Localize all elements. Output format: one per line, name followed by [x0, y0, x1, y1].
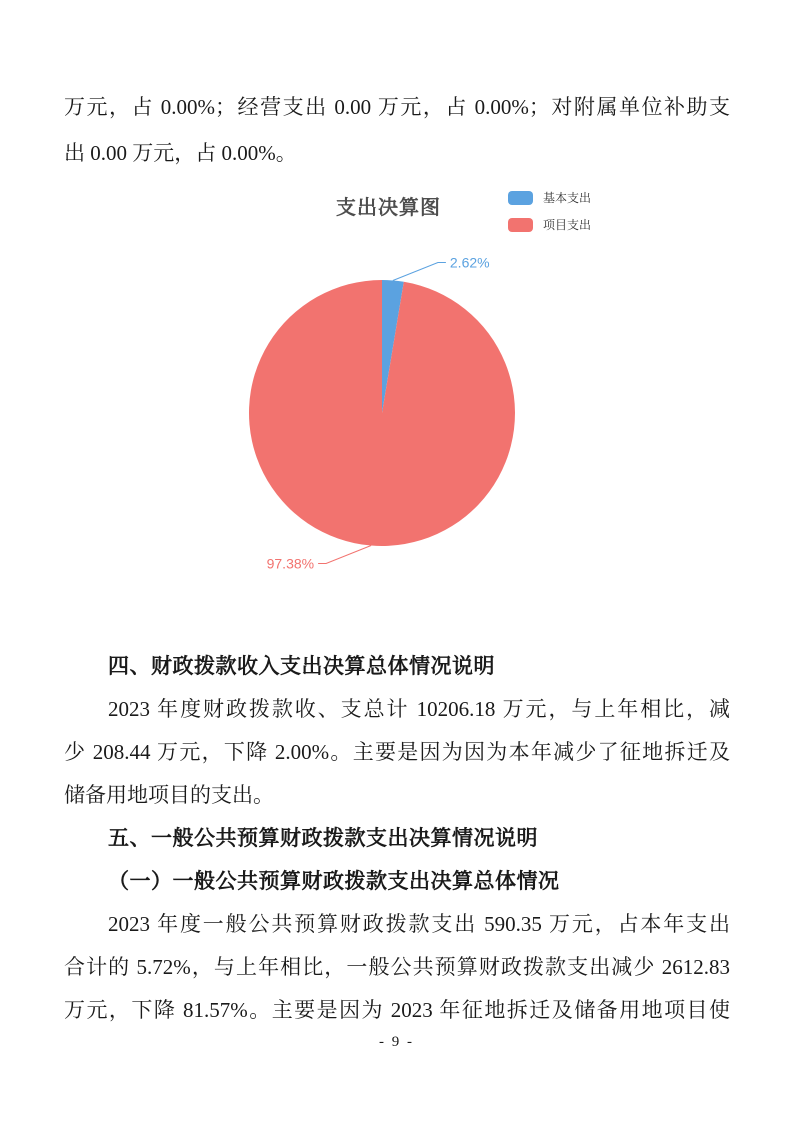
legend-swatch-red-icon	[508, 218, 533, 232]
pie-label-line-2	[318, 546, 371, 564]
pie-value-label-2: 97.38%	[266, 555, 315, 572]
text-line: 万元，占 0.00%；经营支出 0.00 万元，占 0.00%；对附属单位补助支	[64, 95, 730, 119]
text-line: 储备用地项目的支出。	[64, 783, 274, 807]
chart-title: 支出决算图	[336, 197, 441, 219]
section-heading-4: 四、财政拨款收入支出决算总体情况说明	[108, 655, 495, 678]
text-line: 2023 年度一般公共预算财政拨款支出 590.35 万元，占本年支出	[108, 912, 730, 936]
section-heading-5: 五、一般公共预算财政拨款支出决算情况说明	[108, 827, 538, 850]
pie-slice-2	[249, 280, 515, 546]
pie-label-line-1	[393, 263, 446, 281]
text-line: 合计的 5.72%，与上年相比，一般公共预算财政拨款支出减少 2612.83	[64, 955, 730, 979]
body-sections	[64, 645, 730, 1032]
legend-label: 项目支出	[543, 218, 592, 232]
text-line: 2023 年度财政拨款收、支总计 10206.18 万元，与上年相比，减	[108, 697, 730, 721]
pie-svg	[212, 243, 552, 583]
section-heading-5-1: （一）一般公共预算财政拨款支出决算总体情况	[108, 870, 560, 893]
page-number: - 9 -	[379, 1034, 414, 1050]
text-line: 万元，下降 81.57%。主要是因为 2023 年征地拆迁及储备用地项目使	[64, 998, 730, 1022]
legend-label: 基本支出	[543, 191, 592, 205]
pie-value-label-1: 2.62%	[449, 254, 490, 271]
chart-legend	[508, 191, 591, 245]
legend-item-basic-expenditure	[508, 191, 591, 205]
text-line: 出 0.00 万元，占 0.00%。	[64, 141, 297, 165]
intro-paragraph	[64, 84, 730, 176]
text-line: 少 208.44 万元，下降 2.00%。主要是因为因为本年减少了征地拆迁及	[64, 740, 730, 764]
legend-swatch-blue-icon	[508, 191, 533, 205]
legend-item-project-expenditure	[508, 218, 591, 232]
